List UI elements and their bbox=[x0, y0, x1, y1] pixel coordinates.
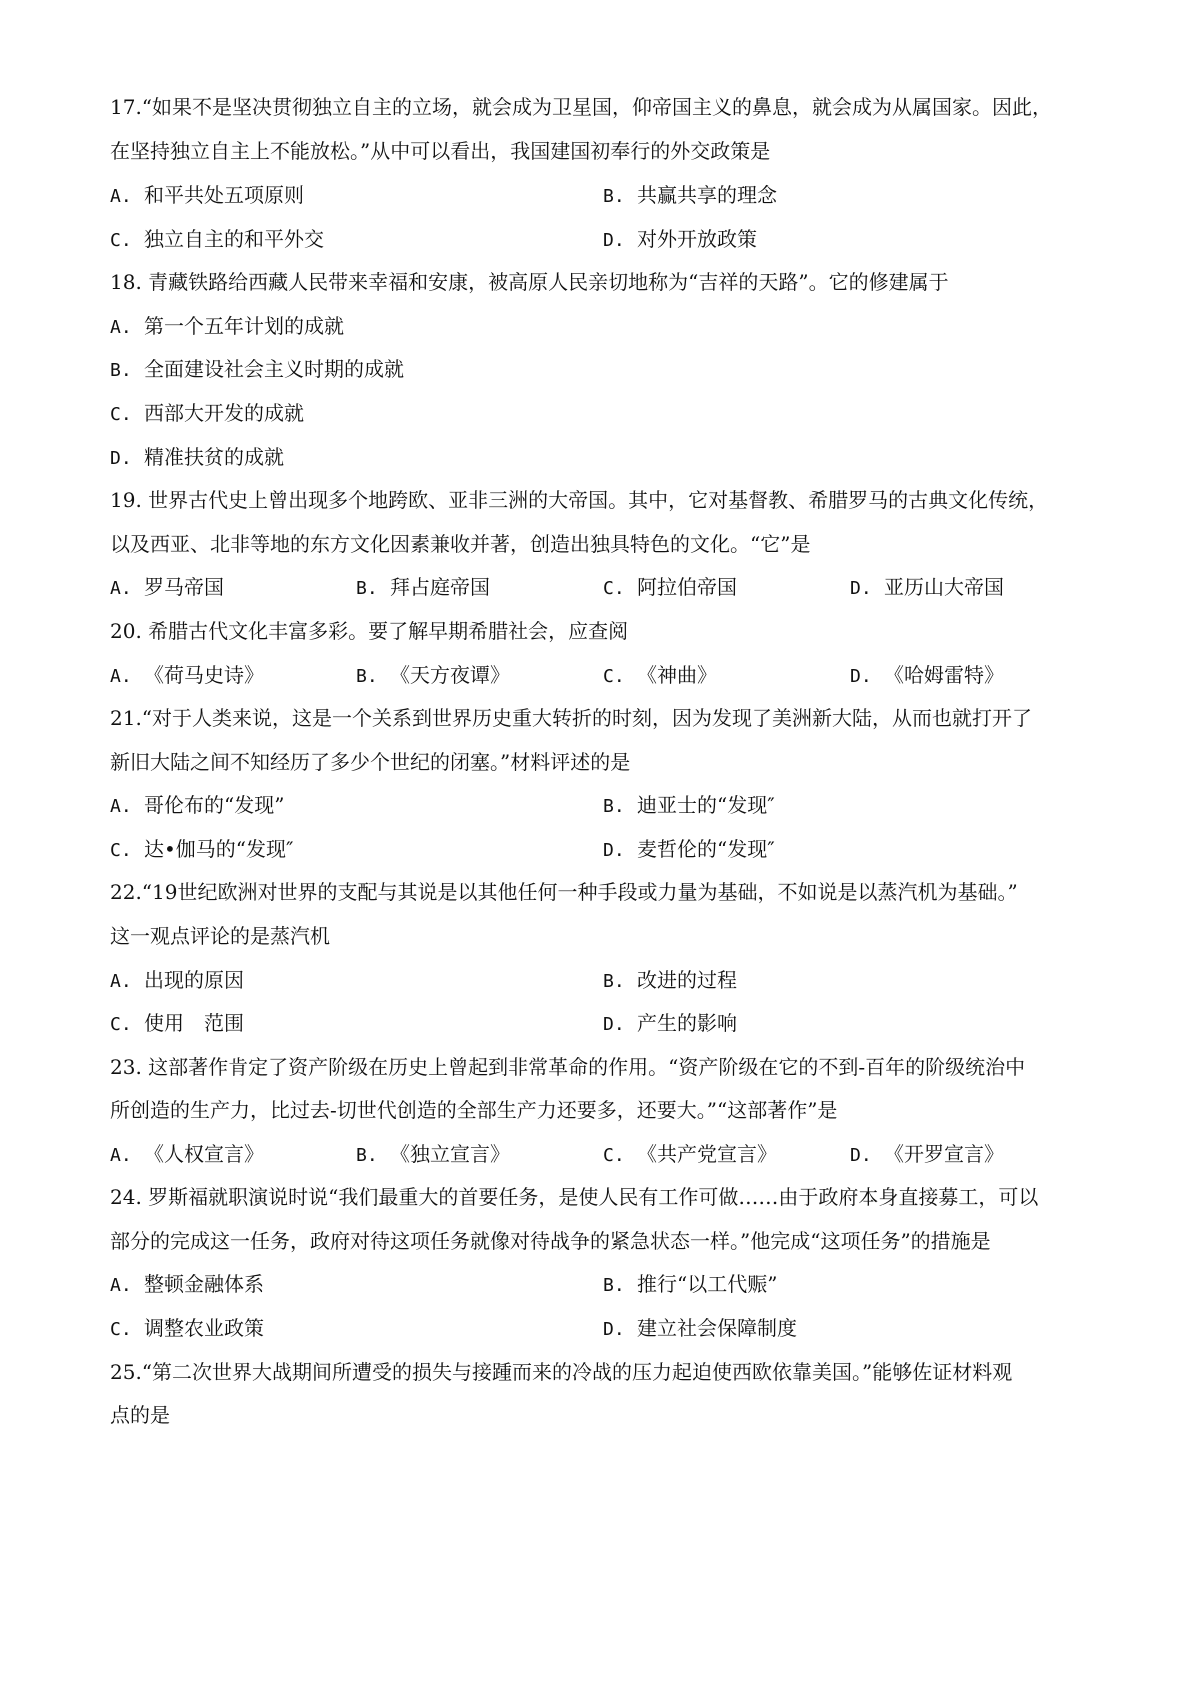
option-letter: B. bbox=[603, 796, 625, 817]
option-23-a[interactable] bbox=[110, 1140, 264, 1170]
option-19-b[interactable] bbox=[356, 573, 490, 603]
option-text: 拜占庭帝国 bbox=[390, 575, 490, 599]
option-letter: B. bbox=[603, 1275, 625, 1296]
option-text: 使用 范围 bbox=[144, 1011, 244, 1035]
option-letter: C. bbox=[110, 230, 132, 251]
option-text: 哥伦布的“发现” bbox=[144, 793, 285, 817]
option-text: 《荷马史诗》 bbox=[144, 663, 264, 687]
question-24-line-1: 24. 罗斯福就职演说时说“我们最重大的首要任务，是使人民有工作可做……由于政府本身直接募工，可以 bbox=[110, 1185, 1039, 1209]
question-17-line-1: 17.“如果不是坚决贯彻独立自主的立场，就会成为卫星国，仰帝国主义的鼻息，就会成为从属国家。因此， bbox=[110, 95, 1053, 119]
option-18-a[interactable] bbox=[110, 312, 344, 342]
option-text: 《神曲》 bbox=[637, 663, 717, 687]
option-17-b[interactable] bbox=[603, 181, 777, 211]
option-text: 和平共处五项原则 bbox=[144, 183, 304, 207]
option-letter: D. bbox=[603, 840, 625, 861]
question-19-line-1: 19. 世界古代史上曾出现多个地跨欧、亚非三洲的大帝国。其中，它对基督教、希腊罗马的古典文化传统， bbox=[110, 488, 1049, 512]
option-letter: A. bbox=[110, 1275, 132, 1296]
option-letter: D. bbox=[850, 1145, 872, 1166]
option-text: 第一个五年计划的成就 bbox=[144, 314, 344, 338]
question-25-line-2: 点的是 bbox=[110, 1403, 170, 1427]
option-letter: A. bbox=[110, 666, 132, 687]
option-21-c[interactable] bbox=[110, 835, 294, 865]
option-21-b[interactable] bbox=[603, 791, 775, 821]
question-24-line-2: 部分的完成这一任务，政府对待这项任务就像对待战争的紧急状态一样。”他完成“这项任务”的措施是 bbox=[110, 1229, 991, 1253]
question-18-line-1: 18. 青藏铁路给西藏人民带来幸福和安康，被高原人民亲切地称为“吉祥的天路”。它的修建属于 bbox=[110, 270, 949, 294]
option-text: 改进的过程 bbox=[637, 968, 737, 992]
option-23-d[interactable] bbox=[850, 1140, 1004, 1170]
option-text: 对外开放政策 bbox=[637, 227, 757, 251]
option-letter: C. bbox=[110, 1014, 132, 1035]
option-text: 阿拉伯帝国 bbox=[637, 575, 737, 599]
option-letter: D. bbox=[603, 1319, 625, 1340]
option-text: 亚历山大帝国 bbox=[884, 575, 1004, 599]
option-text: 罗马帝国 bbox=[144, 575, 224, 599]
option-19-d[interactable] bbox=[850, 573, 1004, 603]
option-text: 全面建设社会主义时期的成就 bbox=[144, 357, 404, 381]
option-letter: A. bbox=[110, 578, 132, 599]
option-letter: C. bbox=[603, 578, 625, 599]
option-text: 《天方夜谭》 bbox=[390, 663, 510, 687]
option-text: 独立自主的和平外交 bbox=[144, 227, 324, 251]
option-letter: B. bbox=[356, 578, 378, 599]
question-17-line-2: 在坚持独立自主上不能放松。”从中可以看出，我国建国初奉行的外交政策是 bbox=[110, 139, 771, 163]
option-text: 《人权宣言》 bbox=[144, 1142, 264, 1166]
option-24-d[interactable] bbox=[603, 1314, 797, 1344]
option-22-c[interactable] bbox=[110, 1009, 244, 1039]
option-text: 《哈姆雷特》 bbox=[884, 663, 1004, 687]
option-letter: B. bbox=[603, 971, 625, 992]
option-text: 精准扶贫的成就 bbox=[144, 445, 284, 469]
option-text: 产生的影响 bbox=[637, 1011, 737, 1035]
question-22-line-2: 这一观点评论的是蒸汽机 bbox=[110, 924, 330, 948]
option-18-d[interactable] bbox=[110, 443, 284, 473]
option-20-c[interactable] bbox=[603, 661, 717, 691]
option-23-b[interactable] bbox=[356, 1140, 510, 1170]
option-text: 西部大开发的成就 bbox=[144, 401, 304, 425]
option-letter: B. bbox=[356, 666, 378, 687]
option-text: 整顿金融体系 bbox=[144, 1272, 264, 1296]
option-letter: C. bbox=[110, 1319, 132, 1340]
option-letter: A. bbox=[110, 796, 132, 817]
option-text: 调整农业政策 bbox=[144, 1316, 264, 1340]
option-text: 《独立宣言》 bbox=[390, 1142, 510, 1166]
option-17-d[interactable] bbox=[603, 225, 757, 255]
option-letter: D. bbox=[603, 230, 625, 251]
question-23-line-1: 23. 这部著作肯定了资产阶级在历史上曾起到非常革命的作用。“资产阶级在它的不到-百年的阶级统治中 bbox=[110, 1055, 1026, 1079]
option-24-c[interactable] bbox=[110, 1314, 264, 1344]
option-18-b[interactable] bbox=[110, 355, 404, 385]
question-21-line-2: 新旧大陆之间不知经历了多少个世纪的闭塞。”材料评述的是 bbox=[110, 750, 631, 774]
option-text: 《开罗宣言》 bbox=[884, 1142, 1004, 1166]
option-letter: D. bbox=[603, 1014, 625, 1035]
option-20-b[interactable] bbox=[356, 661, 510, 691]
option-text: 麦哲伦的“发现″ bbox=[637, 837, 775, 861]
option-letter: D. bbox=[110, 448, 132, 469]
option-letter: B. bbox=[110, 360, 132, 381]
option-letter: A. bbox=[110, 186, 132, 207]
option-18-c[interactable] bbox=[110, 399, 304, 429]
option-text: 共赢共享的理念 bbox=[637, 183, 777, 207]
option-text: 达•伽马的“发现″ bbox=[144, 837, 294, 861]
option-letter: A. bbox=[110, 1145, 132, 1166]
option-20-d[interactable] bbox=[850, 661, 1004, 691]
option-letter: C. bbox=[603, 1145, 625, 1166]
question-19-line-2: 以及西亚、北非等地的东方文化因素兼收并著，创造出独具特色的文化。“它”是 bbox=[110, 532, 811, 556]
option-letter: B. bbox=[356, 1145, 378, 1166]
option-letter: A. bbox=[110, 971, 132, 992]
question-22-line-1: 22.“19世纪欧洲对世界的支配与其说是以其他任何一种手段或力量为基础，不如说是以蒸汽机为基础。” bbox=[110, 880, 1018, 904]
option-21-d[interactable] bbox=[603, 835, 775, 865]
option-text: 建立社会保障制度 bbox=[637, 1316, 797, 1340]
option-text: 推行“以工代赈” bbox=[637, 1272, 778, 1296]
option-22-b[interactable] bbox=[603, 966, 737, 996]
option-letter: C. bbox=[110, 840, 132, 861]
question-21-line-1: 21.“对于人类来说，这是一个关系到世界历史重大转折的时刻，因为发现了美洲新大陆，从而也就打开了 bbox=[110, 706, 1033, 730]
option-20-a[interactable] bbox=[110, 661, 264, 691]
option-letter: C. bbox=[110, 404, 132, 425]
option-letter: C. bbox=[603, 666, 625, 687]
question-20-line-1: 20. 希腊古代文化丰富多彩。要了解早期希腊社会，应查阅 bbox=[110, 619, 629, 643]
option-22-d[interactable] bbox=[603, 1009, 737, 1039]
option-letter: D. bbox=[850, 578, 872, 599]
option-24-b[interactable] bbox=[603, 1270, 777, 1300]
option-17-a[interactable] bbox=[110, 181, 304, 211]
option-text: 迪亚士的“发现″ bbox=[637, 793, 775, 817]
question-25-line-1: 25.“第二次世界大战期间所遭受的损失与接踵而来的冷战的压力起迫使西欧依靠美国。”能够佐证材料观 bbox=[110, 1360, 1013, 1384]
option-23-c[interactable] bbox=[603, 1140, 777, 1170]
option-letter: D. bbox=[850, 666, 872, 687]
option-21-a[interactable] bbox=[110, 791, 284, 821]
question-23-line-2: 所创造的生产力，比过去-切世代创造的全部生产力还要多，还要大。”“这部著作”是 bbox=[110, 1098, 838, 1122]
option-text: 《共产党宣言》 bbox=[637, 1142, 777, 1166]
option-text: 出现的原因 bbox=[144, 968, 244, 992]
option-22-a[interactable] bbox=[110, 966, 244, 996]
option-letter: B. bbox=[603, 186, 625, 207]
option-17-c[interactable] bbox=[110, 225, 324, 255]
option-letter: A. bbox=[110, 317, 132, 338]
option-19-c[interactable] bbox=[603, 573, 737, 603]
option-19-a[interactable] bbox=[110, 573, 224, 603]
option-24-a[interactable] bbox=[110, 1270, 264, 1300]
